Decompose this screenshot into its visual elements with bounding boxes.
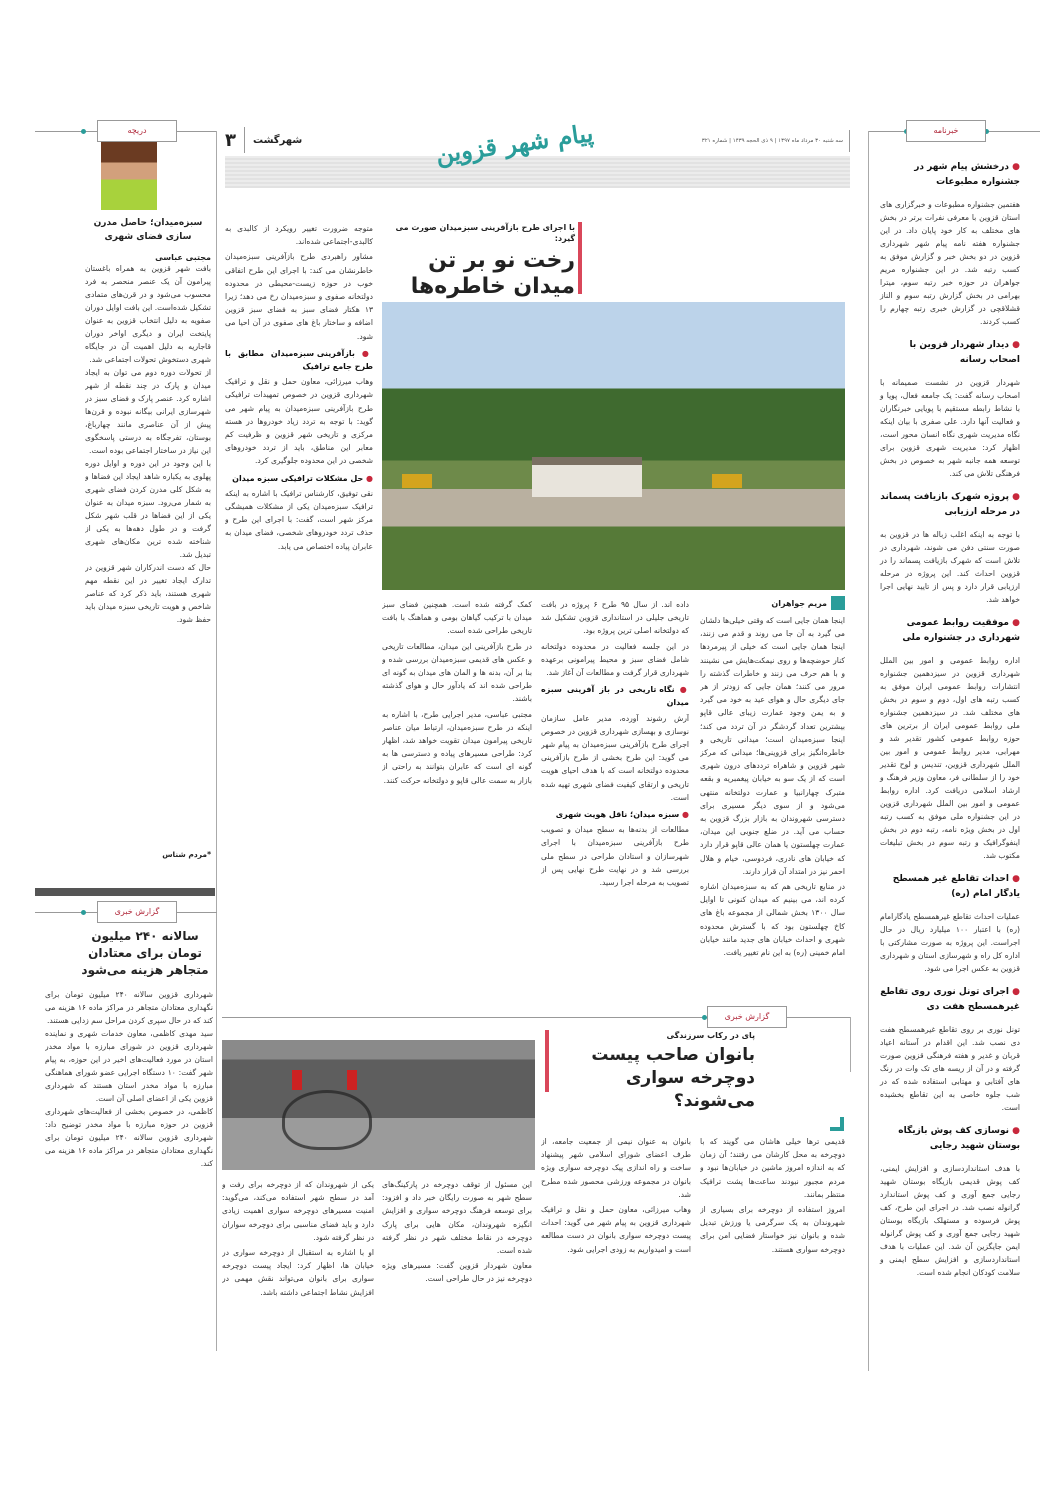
paragraph: نقی توفیق، کارشناس ترافیک با اشاره به اینکه ترافیک سبزه‌میدان یکی از مشکلات همیشگی مرکز شهر است، گفت: با اجرای این طرح و حذف تردد خودروهای شخصی، فضای میدان به عابران پیاده اختصاص می یابد. <box>225 488 373 551</box>
bullet-icon: ● <box>1009 618 1020 628</box>
news-item-title <box>880 985 1020 1015</box>
paragraph: این مسئول از توقف دوچرخه در پارکینگ‌های سطح شهر به صورت رایگان خبر داد و افزود: برای توسعه فرهنگ دوچرخه سواری و افزایش انگیزه شهروندان، مکان هایی برای پارک دوچرخه در نقاط مختلف شهر در نظر گرفته شده است. <box>382 1180 532 1256</box>
news-item-body: هفتمین جشنواره مطبوعات و خبرگزاری های استان قزوین با معرفی نفرات برتر در بخش های مختلف به کار خود پایان داد. در این جشنواره هفته نامه پیام شهر شهرداری قزوین در دو بخش خبر و گزارش موفق به کسب رتبه شد. در این جشنواره مریم جواهران در حوزه خبر رتبه سوم، میترا بهرامی در بخش گزارش رتبه سوم و الناز قشلاقچی در گزارش خبری رتبه چهارم را کسب کردند. <box>880 200 1020 326</box>
quote-mark <box>830 1117 844 1131</box>
date-line: سه شنبه ۳۰ مرداد ماه ۱۳۹۷ | ۹ ذی الحجه ۱۴۳۹ | شماره ۳۲۱ <box>698 130 850 152</box>
author-name: مجتبی عباسی <box>155 253 211 262</box>
paragraph: قدیمی ترها خیلی هاشان می گویند که با دوچرخه به محل کارشان می رفتند؛ آن زمان که به اندازه امروز ماشین در خیابان‌ها نبود و مردم مجبور نبودند ساعت‌ها پشت ترافیک منتظر بمانند. <box>700 1137 845 1199</box>
paragraph: کاظمی، در خصوص بخشی از فعالیت‌های شهرداری قزوین در حوزه مبارزه با مواد مخدر توضیح داد: شهرداری قزوین سالانه ۲۴۰ میلیون تومان برای نگهداری معتادان متجاهر در مراکز ماده ۱۶ هزینه می کند. <box>45 1107 213 1168</box>
logo: پیام شهر قزوین <box>433 118 595 169</box>
paragraph: در این جلسه فعالیت در محدوده دولتخانه شامل فضای سبز و محیط پیرامونی برعهده شهرداری قرار گرفت و مطالعات آن آغاز شد. <box>541 641 689 678</box>
news-title-text: اجرای تونل نوری روی تقاطع غیرهمسطح هفت دی <box>880 987 1020 1012</box>
main-heading-block <box>380 222 575 300</box>
news-item-title <box>880 872 1020 902</box>
paragraph: از تحولات دوره دوم می توان به ایجاد میدان و پارک در چند نقطه از شهر اشاره کرد. عنصر پارک و فضای سبز در شهرسازی ایرانی بیگانه نبوده و قرن‌ها پیش از آن عناصری مانند چهارباغ، بوستان، تفرجگاه به درستی پاسخگوی این نیاز در ساختار اجتماعی بوده است. <box>85 368 211 455</box>
report-headline: سالانه ۲۴۰ میلیون تومان برای معتادان متجاهر هزینه می‌شود <box>81 929 209 977</box>
paragraph: بانوان به عنوان نیمی از جمعیت جامعه، از طرف اعضای شورای اسلامی شهر پیشنهاد ساخت و راه اندازی پیک دوچرخه سواری ویژه بانوان در مجموعه ورزشی محصور شده مطرح شد. <box>541 1137 691 1199</box>
accent-bar <box>578 222 582 294</box>
subheading: ● نگاه تاریخی در باز آفرینی سبزه میدان <box>541 683 689 709</box>
paragraph: داده اند. از سال ۹۵ طرح ۶ پروژه در بافت تاریخی جلیلی در استانداری قزوین تشکیل شد که دولتخانه اصلی ترین پروژه بود. <box>541 600 689 636</box>
bike-kicker: پای در رکاب سرزندگی <box>666 1031 755 1040</box>
byline-icon <box>831 596 845 610</box>
photo-cyclists <box>282 1090 372 1150</box>
page-number: ۳ <box>225 129 236 151</box>
signature: *مردم شناس <box>162 850 211 859</box>
paragraph: حال که دست اندرکاران شهر قزوین در تدارک ایجاد تغییر در این نقطه مهم شهری هستند، باید ذکر کرد که عناصر شاخص و هویت تاریخی سبزه میدان باید حفظ شود. <box>85 563 211 624</box>
paragraph: در طرح بازآفرینی این میدان، مطالعات تاریخی و عکس های قدیمی سبزه‌میدان بررسی شده و بنا بر آن، بدنه ها و المان های میدان به گونه ای طراحی شده اند که یادآور حال و هوای گذشته باشند. <box>382 641 532 704</box>
news-item-body: با توجه به اینکه اغلب زباله ها در قزوین به صورت سنتی دفن می شوند، شهرداری در تلاش است که شهرک بازیافت پسماند را در قزوین احداث کند. این پروژه در مرحله ارزیابی قرار دارد و پس از تایید نهایی اجرا خواهد شد. <box>880 530 1020 604</box>
article-column <box>541 598 689 994</box>
news-title-text: نوسازی کف پوش بازیگاه بوستان شهید رجایی <box>898 1126 1020 1151</box>
separator-bar <box>35 888 215 896</box>
paragraph: وهاب میرزائی، معاون حمل و نقل و ترافیک شهرداری قزوین به پیام شهر می گوید: احداث پیست دوچرخه سواری بانوان در دست مطالعه است و امیدواریم به زودی اجرایی شود. <box>541 1205 691 1254</box>
bike-photo <box>222 1040 535 1170</box>
paragraph: امروز استفاده از دوچرخه برای بسیاری از شهروندان به یک سرگرمی یا ورزش تبدیل شده و بانوان نیز خواستار فضایی امن برای دوچرخه سواری هستند. <box>700 1205 845 1254</box>
news-item-title <box>880 160 1020 190</box>
paragraph: مجتبی عباسی، مدیر اجرایی طرح، با اشاره به اینکه در طرح سبزه‌میدان، ارتباط میان عناصر تاریخی پیرامون میدان تقویت خواهد شد، اظهار کرد: طراحی مسیرهای پیاده و دسترسی ها به گونه ای است که عابران بتوانند به راحتی از بازار به سمت عالی قاپو و دولتخانه حرکت کنند. <box>382 709 532 785</box>
bullet-icon: ● <box>1009 162 1020 172</box>
bike-headline: بانوان صاحب پیست دوچرخه سواری می‌شوند؟ <box>591 1045 755 1111</box>
paragraph: کمک گرفته شده است. همچنین فضای سبز میدان با ترکیب گیاهان بومی و هماهنگ با بافت تاریخی طراحی شده است. <box>382 600 532 636</box>
divider <box>244 127 245 153</box>
article-column <box>382 598 532 994</box>
main-kicker: با اجرای طرح بازآفرینی سبزمیدان صورت می گیرد: <box>395 223 575 243</box>
masthead <box>225 120 850 190</box>
subheading: ● سبزه میدان؛ ناقل هویت شهری <box>541 808 689 821</box>
accent-bar <box>545 1030 549 1092</box>
paragraph: متوجه ضرورت تغییر رویکرد از کالبدی به کالبدی-اجتماعی شده‌اند. <box>225 224 373 247</box>
article-column <box>700 614 845 994</box>
paragraph: با این وجود در این دوره و اوایل دوره پهلوی به یکباره شاهد ایجاد این فضاها و به شکل کلی مدرن کردن فضای شهری به شمار می‌رود. سبزه میدان به عنوان یکی از این فضاها در قلب شهر شکل گرفت و در طول دهه‌ها به یکی از شناخته شده ترین مکان‌های شهری تبدیل شد. <box>85 459 211 559</box>
article-column <box>700 1135 845 1395</box>
subheading: ● حل مشکلات ترافیکی سبزه میدان <box>225 472 373 485</box>
news-item-body: تونل نوری بر روی تقاطع غیرهمسطح هفت دی نصب شد. این اقدام در آستانه اعیاد قربان و غدیر و هفته فرهنگی قزوین صورت گرفته و در آن از ریسه های تک وات در رنگ های آفتابی و مهتابی استفاده شده که در شب جلوه خاصی به این تقاطع بخشیده است. <box>880 1025 1020 1112</box>
news-title-text: احداث تقاطع غیر همسطح یادگار امام (ره) <box>892 874 1020 899</box>
paragraph: آرش رشوند آورده، مدیر عامل سازمان نوسازی و بهسازی شهرداری قزوین در خصوص اجرای طرح بازآفرینی سبزه‌میدان به پیام شهر می گوید: این طرح بخشی از طرح بازآفرینی محدوده دولتخانه است که با هدف احیای هویت تاریخی و ارتقای کیفیت فضای شهری تهیه شده است. <box>541 713 689 802</box>
section-name: شهرگشت <box>253 134 303 146</box>
main-headline: رخت نو بر تن میدان خاطره‌ها <box>410 248 575 299</box>
paragraph: شهرداری قزوین سالانه ۲۴۰ میلیون تومان برای نگهداری معتادان متجاهر در مراکز ماده ۱۶ هزینه می کند که در حال سپری کردن مراحل سم زدایی هستند. <box>45 990 213 1025</box>
paragraph: یکی از شهروندان که از دوچرخه برای رفت و آمد در سطح شهر استفاده می‌کند، می‌گوید: امنیت مسیرهای دوچرخه سواری اهمیت زیادی دارد و باید فضای مناسبی برای دوچرخه سواران در نظر گرفته شود. <box>222 1180 374 1242</box>
paragraph: معاون شهردار قزوین گفت: مسیرهای ویژه دوچرخه نیز در حال طراحی است. <box>382 1261 532 1284</box>
news-item-body: عملیات احداث تقاطع غیرهمسطح یادگارامام (ره) با اعتبار ۱۰۰ میلیارد ریال در حال اجراست. این پروژه به صورت مشارکتی با اداره کل راه و شهرسازی استان و شهرداری قزوین به عکس اجرا می شود. <box>880 912 1020 973</box>
paragraph: او با اشاره به استقبال از دوچرخه سواری در خیابان ها، اظهار کرد: ایجاد پیست دوچرخه سواری برای بانوان می‌تواند نقش مهمی در افزایش نشاط اجتماعی داشته باشد. <box>222 1248 374 1297</box>
news-item-body: با هدف استانداردسازی و افزایش ایمنی، کف پوش قدیمی بازیگاه بوستان شهید رجایی جمع آوری و کف پوش استاندارد گرانوله نصب شد. در اجرای این طرح، کف پوش فرسوده و مستهلک بازیگاه بوستان شهید رجایی جمع آوری و کف پوش گرانوله ایمن جایگزین آن شد. این عملیات با هدف استانداردسازی و افزایش سطح ایمنی و سلامت کودکان انجام شده است. <box>880 1164 1020 1277</box>
author-name: مریم جواهران <box>771 598 827 608</box>
paragraph: مطالعات از بدنه‌ها به سطح میدان و تصویب طرح بازآفرینی سبزه‌میدان با اجرای شهرسازان و استادان طراحی در سطح ملی بررسی شد و در نهایت طرح نهایی پس از تصویب به مرحله اجرا رسید. <box>541 825 689 888</box>
bullet-icon: ● <box>1009 340 1020 350</box>
paragraph: مشاور راهبردی طرح بازآفرینی سبزه‌میدان خاطرنشان می کند: با اجرای این طرح اتفاقی خوب در حوزه زیست-محیطی در محدوده دولتخانه صفوی و سبزه‌میدان رخ می دهد؛ زیرا ۱۳ هکتار فضای سبز به فضای سبز قزوین اضافه و ساختار باغ های صفوی در آن احیا می شود. <box>225 252 373 341</box>
report-label: گزارش خبری <box>707 1006 787 1028</box>
news-item-title <box>880 490 1020 520</box>
news-title-text: دیدار شهردار قزوین با اصحاب رسانه <box>909 340 1020 365</box>
news-item-title <box>880 1124 1020 1154</box>
paragraph: وهاب میرزائی، معاون حمل و نقل و ترافیک شهرداری قزوین در خصوص تمهیدات ترافیکی طرح بازآفرینی سبزه‌میدان به پیام شهر می گوید: با توجه به تردد زیاد خودروها در هسته مرکزی و تاریخی شهر قزوین و ظرفیت کم معابر این مناطق، باید از تردد خودروهای شخصی در این محدوده جلوگیری کرد. <box>225 377 373 466</box>
article-column <box>382 1178 532 1394</box>
news-item-title <box>880 338 1020 368</box>
bike-heading-block <box>555 1030 755 1113</box>
news-title-text: پروژه شهرک بازیافت پسماند در مرحله ارزیابی <box>880 492 1020 517</box>
sidebar-label: دریچه <box>97 120 177 142</box>
paragraph: سید مهدی کاظمی، معاون خدمات شهری و نماینده شهرداری قزوین در شورای مبارزه با مواد مخدر استان در مورد فعالیت‌های اخیر در این حوزه، به پیام شهر گفت: ۱۰ دستگاه اجرایی عضو شورای هماهنگی مبارزه با مواد مخدر استان هستند که شهرداری قزوین یکی از اعضای اصلی آن است. <box>45 1029 213 1103</box>
sidebar-label: خبرنامه <box>906 120 986 142</box>
bullet-icon: ● <box>1009 1126 1020 1136</box>
byline <box>700 595 845 611</box>
article-column <box>541 1135 691 1395</box>
paragraph: در منابع تاریخی هم که به سبزه‌میدان اشاره کرده اند، می بینیم که میدان کنونی تا اوایل سال ۱۳۰۰ بخش شمالی از مجموعه باغ های کاخ چهلستون بود که با گسترش محدوده شهری و احداث خیابان های جدید مانند خیابان امام خمینی (ره) به این نام تغییر یافت. <box>700 882 845 958</box>
paragraph: اینجا همان جایی است که وقتی خیلی‌ها دلشان می گیرد به آن جا می روند و قدم می زنند، اینجا همان جایی است که خیلی از پیرمردها کنار حوضچه‌ها و روی نیمکت‌هایش می نشینند و با هم حرف می زنند و خاطرات گذشته را مرور می کنند؛ همان جایی که زودتر از هر جای دیگری حال و هوای عید به خود می گیرد و به یمن وجود عمارت زیبای عالی قاپو بیشترین تعداد گردشگر در آن تردد می کند؛ اینجا سبزه‌میدان است؛ میدانی تاریخی و خاطره‌انگیز برای قزوینی‌ها؛ میدانی که مرکز شهر قزوین و شاهراه ترددهای درون شهری است که از یک سو به خیابان پیغمبریه و بقعه متبرک چهارانبیا و عمارت دولتخانه منتهی می‌شود و از سوی دیگر مسیری برای دسترسی شهروندان به بازار بزرگ قزوین به حساب می آید. در ضلع جنوبی این میدان، عمارت چهلستون یا همان عالی قاپو قرار دارد که خیابان های نادری، فردوسی، خیام و هلال احمر نیز در امتداد آن قرار دارند. <box>700 616 845 876</box>
square-photo <box>382 302 845 590</box>
paragraph: بافت شهر قزوین به همراه باغستان پیرامون آن یک عنصر منحصر به فرد محسوب می‌شود و در قرن‌های متمادی تشکیل شده‌است. این بافت اوایل دوران صفویه به دلیل انتخاب قزوین به عنوان پایتخت ایران و دیگری اواخر دوران قاجاریه به دلیل اهمیت آن در جایگاه شهری دستخوش تحولات اجتماعی شد. <box>85 264 211 364</box>
news-item-body: اداره روابط عمومی و امور بین الملل شهرداری قزوین در سیزدهمین جشنواره انتشارات روابط عمومی ایران موفق به کسب رتبه های اول، دوم و سوم در بخش های مختلف شد. در سیزدهمین جشنواره ملی روابط عمومی ایران از برترین های حوزه روابط عمومی کشور تقدیر شد و مهرابی، مدیر روابط عمومی و امور بین الملل شهرداری قزوین، تندیس و لوح تقدیر خود را از سلطانی فر، معاون وزیر فرهنگ و ارشاد اسلامی دریافت کرد. اداره روابط عمومی و امور بین الملل شهرداری قزوین در این جشنواره ملی موفق به کسب رتبه اول در بخش ویژه نامه، رتبه دوم در بخش اینفوگرافیک و رتبه سوم در بخش تبلیغات مکتوب شد. <box>880 656 1020 860</box>
photo-cyclist <box>347 1070 357 1090</box>
news-title-text: درخشش پیام شهر در جشنواره مطبوعات <box>914 162 1020 187</box>
news-item-title <box>880 616 1020 646</box>
right-sidebar <box>868 120 1023 1410</box>
bullet-icon: ● <box>1009 492 1020 502</box>
subheading: ● بازآفرینی سبزه‌میدان مطابق با طرح جامع ترافیک <box>225 347 373 373</box>
column-title: سبزه‌میدان؛ حاصل مدرن سازی فضای شهری <box>93 218 203 242</box>
photo-building <box>532 457 642 497</box>
news-title-text: موفقیت روابط عمومی شهرداری در جشنواره ملی <box>902 618 1020 643</box>
bullet-icon: ● <box>1009 874 1020 884</box>
report-label: گزارش خبری <box>97 901 177 923</box>
news-item-body: شهردار قزوین در نشست صمیمانه با اصحاب رسانه گفت: یک جامعه فعال، پویا و با نشاط رابطه مستقیم با پویایی خبرنگاران و فعالیت آنها دارد. علی صفری با بیان اینکه نگاه مدیریت شهری نگاه انسان محور است، اظهار کرد: مدیریت شهری قزوین برای توسعه همه جانبه شهر به خصوص در بخش فرهنگی تلاش می کند. <box>880 378 1020 478</box>
left-sidebar <box>45 120 215 1410</box>
photo-taxi <box>712 474 742 488</box>
photo-taxi <box>402 474 432 488</box>
bullet-icon: ● <box>1009 987 1020 997</box>
article-column <box>222 1178 374 1394</box>
photo-cyclist <box>292 1070 302 1090</box>
article-column <box>225 222 373 994</box>
author-photo <box>101 142 157 210</box>
